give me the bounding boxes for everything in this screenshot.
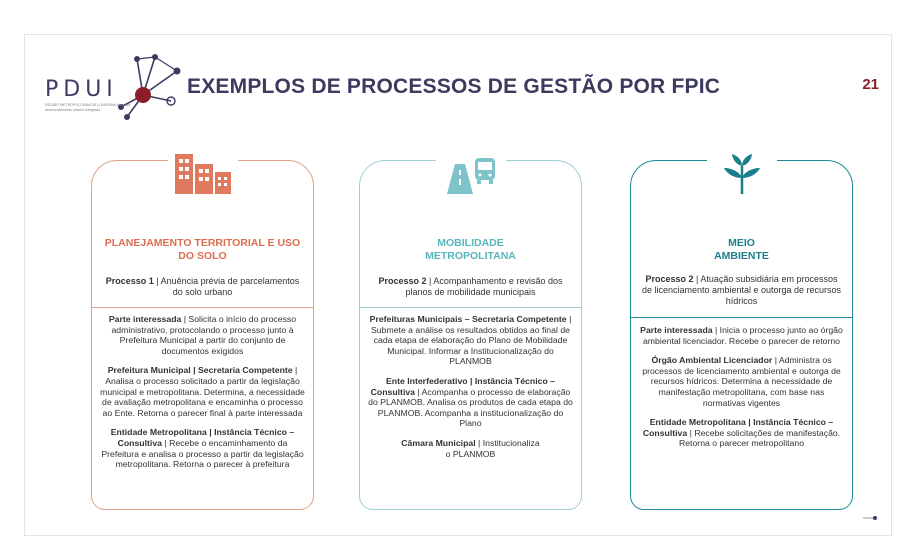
plant-leaves-icon — [720, 152, 764, 196]
page-number: 21 — [862, 76, 879, 93]
process-description: Processo 2 | Acompanhamento e revisão dos planos de mobilidade municipais — [378, 276, 563, 297]
card-environment — [630, 160, 853, 510]
stakeholder-list — [100, 314, 305, 479]
list-item: Ente Interfederativo | Instância Técnico – Consultiva | Acompanha o processo de elaboração do PLANMOB. Analisa os produtos de cada etapa do PLANMOB. Acompanha a institucionalização do Plano — [368, 375, 573, 429]
list-item: Parte interessada | Solicita o início do processo administrativo, protocolando o processo junto à Prefeitura Municipal a partir do conjunto de documentos exigidos — [108, 314, 297, 356]
city-buildings-icon — [171, 152, 235, 196]
list-item: Câmara Municipal | Institucionaliza o PLANMOB — [401, 437, 540, 459]
process-description: Processo 1 | Anuência prévia de parcelamentos do solo urbano — [105, 276, 300, 297]
divider — [92, 307, 313, 308]
page-title: EXEMPLOS DE PROCESSOS DE GESTÃO POR FPIC — [187, 75, 721, 98]
stakeholder-list — [368, 314, 573, 468]
list-item: Entidade Metropolitana | Instância Técnico – Consultiva | Recebe o encaminhamento da Prefeitura e analisa o processo a partir da legislação metropolitana. Retorna o parecer à prefeitura — [101, 427, 304, 470]
divider — [360, 307, 581, 308]
list-item: Prefeituras Municipais – Secretaria Competente | Submete a análise os resultados obtidos ao final de cada etapa de elaboração do Plano de Mobilidade Municipal. Informar a Institucionalização do PLANMOB — [369, 314, 572, 367]
list-item: Parte interessada | Inicia o processo junto ao órgão ambiental licenciador. Recebe o parecer de retorno — [640, 325, 843, 346]
card-heading: PLANEJAMENTO TERRITORIAL E USO DO SOLO — [104, 237, 301, 262]
process-description: Processo 2 | Atuação subsidiária em processos de licenciamento ambiental e outorga de recursos hídricos — [641, 274, 842, 306]
stakeholder-list — [639, 325, 844, 458]
logo-subtitle: REGIÃO METROPOLITANA DE LONDRINA plano de desenvolvimento urbano integrado — [45, 103, 131, 112]
logo-text: PDUI — [45, 77, 118, 102]
card-heading: MEIO AMBIENTE — [714, 237, 769, 262]
footer-logo-icon — [861, 513, 881, 523]
list-item: Prefeitura Municipal | Secretaria Competente | Analisa o processo solicitado a partir da legislação municipal e metropolitana. Determina, a necessidade de avaliação metropolitana e encaminha o processo ao Ente. Retorna o parecer final à parte interessada — [100, 365, 305, 418]
card-heading: MOBILIDADE METROPOLITANA — [425, 237, 516, 262]
pdui-logo — [43, 47, 193, 127]
road-bus-icon — [441, 152, 501, 196]
list-item: Entidade Metropolitana | Instância Técnico – Consultiva | Recebe solicitações de manifestação. Retorna o parecer metropolitano — [642, 417, 841, 449]
list-item: Órgão Ambiental Licenciador | Administra os processos de licenciamento ambiental e outorga de recursos hídricos. Determina a necessidade de manifestação metropolitana, com base nas normativas vigentes — [642, 355, 841, 408]
slide — [24, 34, 892, 536]
card-territorial-planning — [91, 160, 314, 510]
divider — [631, 317, 852, 318]
card-metropolitan-mobility — [359, 160, 582, 510]
